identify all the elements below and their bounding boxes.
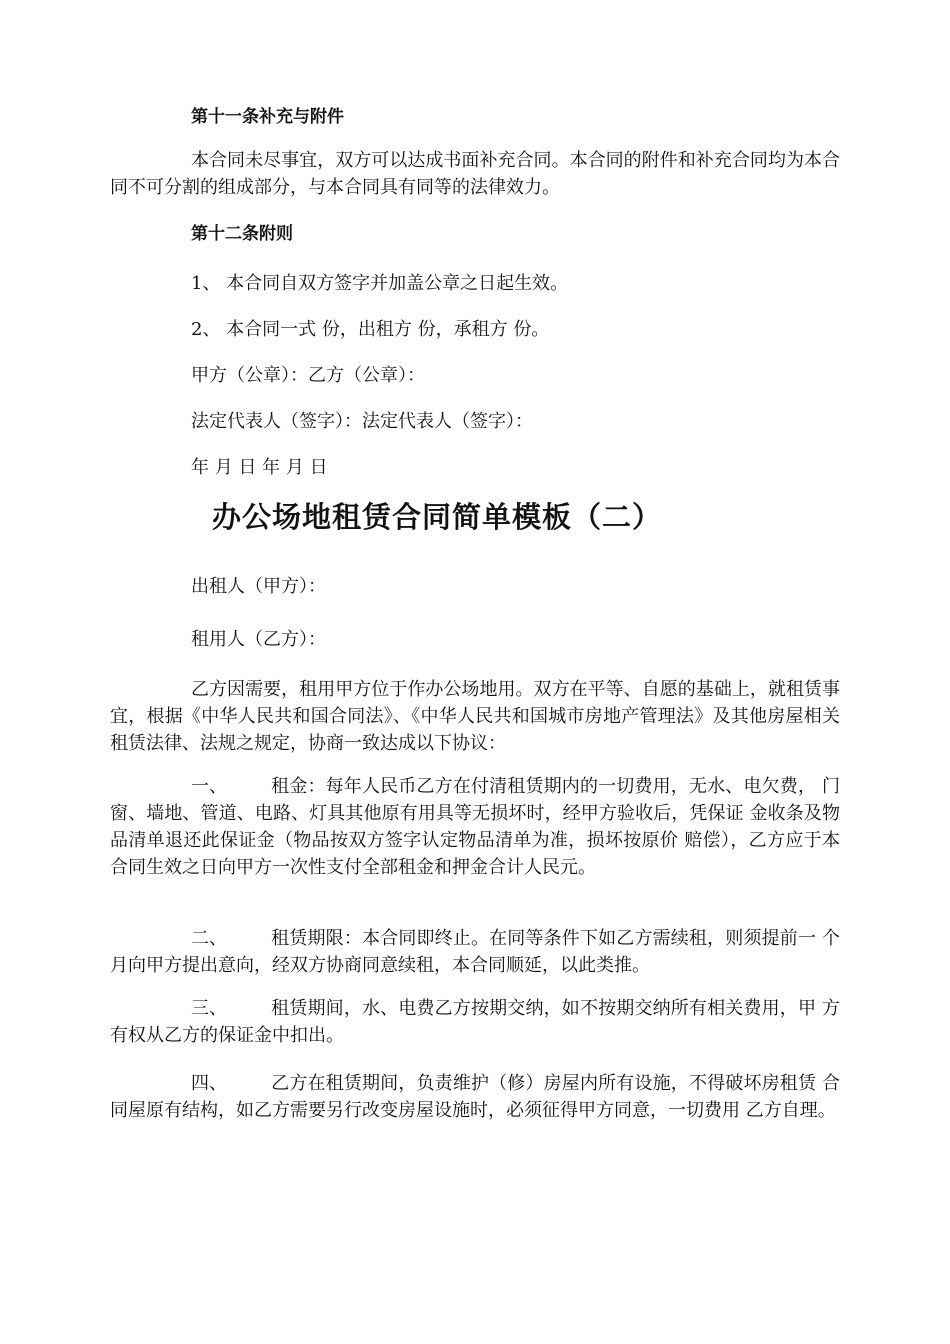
clause-2 — [110, 925, 840, 979]
clause-2-text: 租赁期限：本合同即终止。在同等条件下如乙方需续租，则须提前一 个月向甲方提出意向，经双方协商同意续租，本合同顺延，以此类推。 — [110, 928, 840, 976]
lessee-line: 租用人（乙方）： — [191, 629, 326, 650]
signature-dates-line: 年 月 日 年 月 日 — [191, 457, 328, 478]
clause-3-number: 三、 — [191, 998, 227, 1019]
clause-1-number: 一、 — [191, 776, 227, 797]
intro-paragraph: 乙方因需要，租用甲方位于作办公场地用。双方在平等、自愿的基础上，就租赁事宜，根据《中华人民共和国合同法》、《中华人民共和国城市房地产管理法》及其他房屋相关租赁法律、法规之规定，协商一致达成以下协议： — [110, 679, 840, 754]
clause-1-text: 租金：每年人民币乙方在付清租赁期内的一切费用，无水、电欠费， 门窗、墙地、管道、电路、灯具其他原有用具等无损坏时，经甲方验收后，凭保证 金收条及物品清单退还此保证金（物品按双方签字认定物品清单为准，损坏按原价 赔偿），乙方应于本合同生效之日向甲方一次性支付全部租金和押金合计人民元。 — [110, 776, 840, 878]
clause-4 — [110, 1070, 840, 1124]
clause-4-text: 乙方在租赁期间，负责维护（修）房屋内所有设施，不得破坏房租赁 合同屋原有结构，如乙方需要另行改变房屋设施时，必须征得甲方同意，一切费用 乙方自理。 — [110, 1073, 840, 1121]
section-12-item-2: 2、 本合同一式 份，出租方 份，承租方 份。 — [191, 319, 550, 340]
section-12-heading: 第十二条附则 — [191, 224, 293, 244]
clause-2-number: 二、 — [191, 928, 227, 949]
clause-1 — [110, 773, 840, 881]
clause-3-text: 租赁期间，水、电费乙方按期交纳，如不按期交纳所有相关费用，甲 方有权从乙方的保证金中扣出。 — [110, 998, 840, 1046]
section-11-heading: 第十一条补充与附件 — [191, 107, 344, 127]
clause-4-number: 四、 — [191, 1073, 227, 1094]
lessor-line: 出租人（甲方）： — [191, 576, 326, 597]
document-title: 办公场地租赁合同简单模板（二） — [212, 500, 663, 534]
clause-3 — [110, 995, 840, 1049]
signature-reps-line: 法定代表人（签字）：法定代表人（签字）： — [191, 411, 533, 432]
section-12-item-1: 1、 本合同自双方签字并加盖公章之日起生效。 — [191, 273, 569, 294]
signature-seals-line: 甲方（公章）：乙方（公章）： — [191, 365, 425, 386]
section-11-body: 本合同未尽事宜，双方可以达成书面补充合同。本合同的附件和补充合同均为本合同不可分割的组成部分，与本合同具有同等的法律效力。 — [110, 150, 840, 198]
